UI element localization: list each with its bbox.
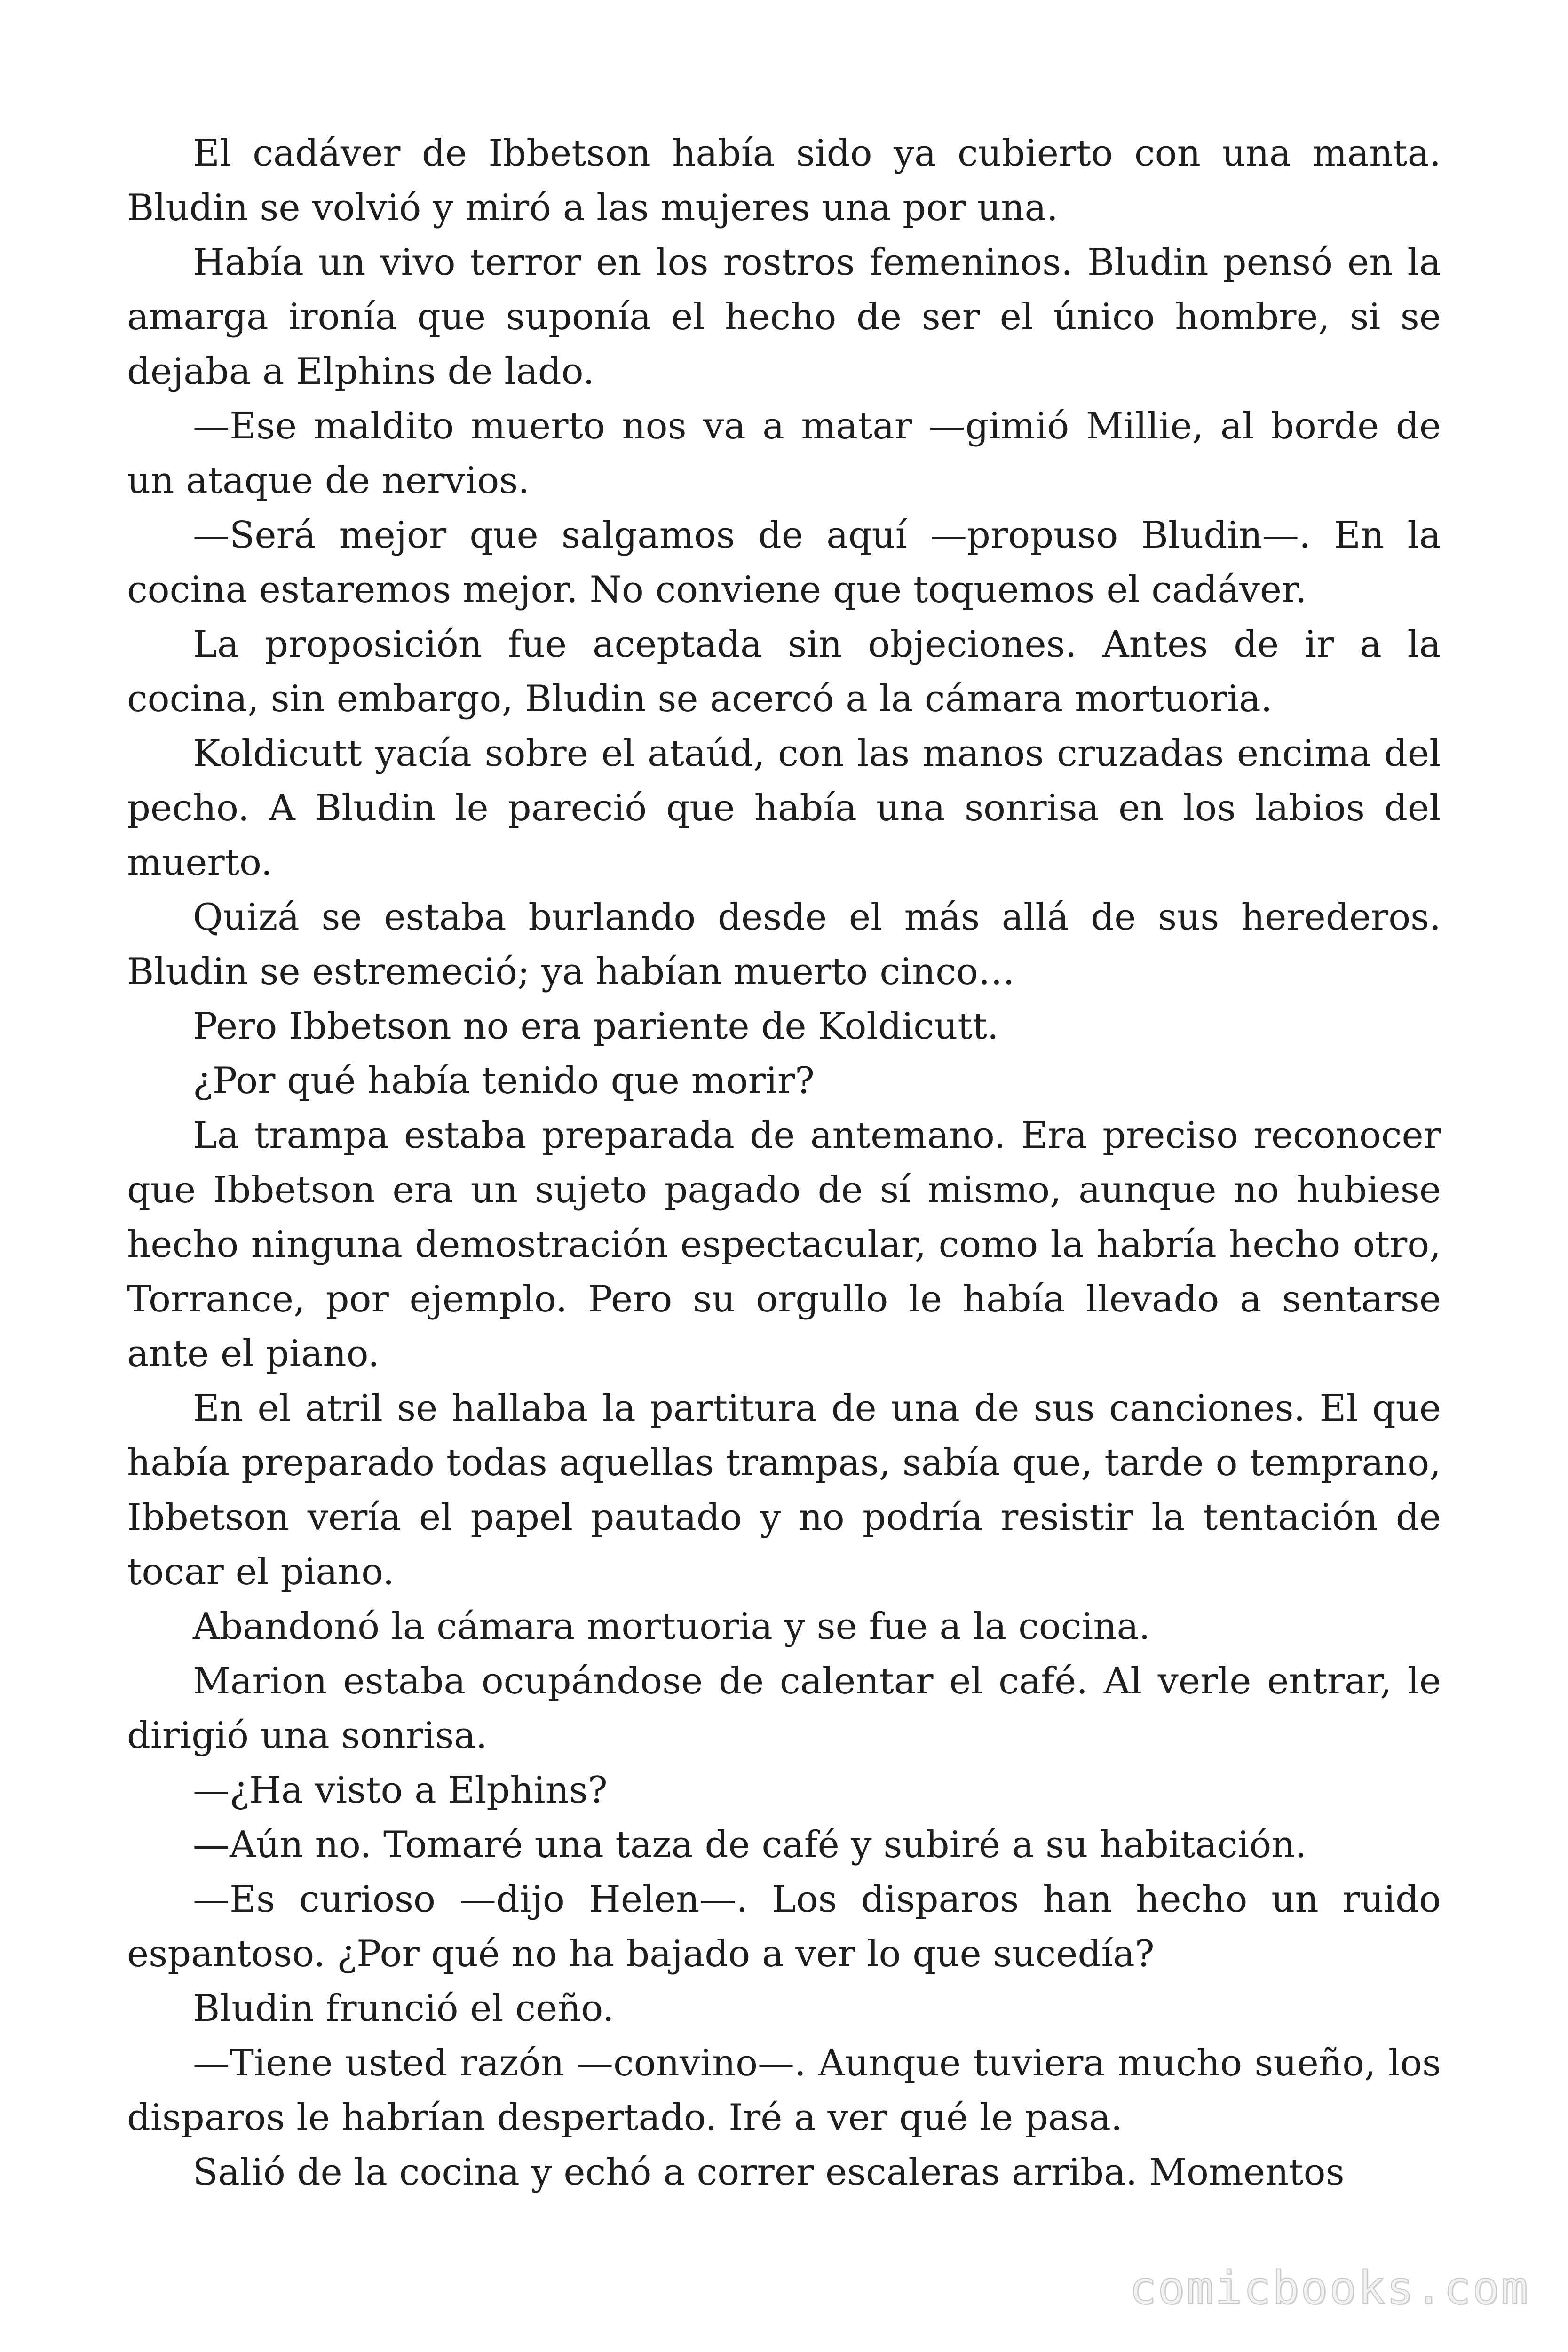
paragraph: Pero Ibbetson no era pariente de Koldicutt.: [193, 1005, 999, 1048]
paragraph: Había un vivo terror en los rostros femeninos. Bludin pensó en la amarga ironía que suponía el hecho de ser el único hombre, si se dejaba a Elphins de lado.: [127, 241, 1441, 393]
paragraph: Bludin frunció el ceño.: [193, 1987, 614, 2030]
paragraph: La trampa estaba preparada de antemano. Era preciso reconocer que Ibbetson era un sujeto pagado de sí mismo, aunque no hubiese hecho ninguna demostración espectacular, como la habría hecho otro, Torrance, por ejemplo. Pero su orgullo le había llevado a sentarse ante el piano.: [127, 1114, 1441, 1375]
paragraph: —Ese maldito muerto nos va a matar —gimió Millie, al borde de un ataque de nervios.: [127, 405, 1441, 502]
paragraph: Salió de la cocina y echó a correr escaleras arriba. Momentos: [193, 2151, 1345, 2193]
paragraph: —¿Ha visto a Elphins?: [193, 1769, 608, 1812]
paragraph: Marion estaba ocupándose de calentar el café. Al verle entrar, le dirigió una sonrisa.: [127, 1660, 1441, 1757]
paragraph: Koldicutt yacía sobre el ataúd, con las manos cruzadas encima del pecho. A Bludin le pareció que había una sonrisa en los labios del muerto.: [127, 732, 1441, 884]
paragraph: La proposición fue aceptada sin objeciones. Antes de ir a la cocina, sin embargo, Bludin se acercó a la cámara mortuoria.: [127, 623, 1441, 720]
paragraph: En el atril se hallaba la partitura de una de sus canciones. El que había preparado todas aquellas trampas, sabía que, tarde o temprano, Ibbetson vería el papel pautado y no podría resistir la tentación de tocar el piano.: [127, 1387, 1441, 1593]
paragraph: El cadáver de Ibbetson había sido ya cubierto con una manta. Bludin se volvió y miró a las mujeres una por una.: [127, 132, 1441, 229]
paragraph: —Será mejor que salgamos de aquí —propuso Bludin—. En la cocina estaremos mejor. No conviene que toquemos el cadáver.: [127, 514, 1441, 611]
paragraph: ¿Por qué había tenido que morir?: [193, 1060, 815, 1102]
paragraph: Quizá se estaba burlando desde el más allá de sus herederos. Bludin se estremeció; ya habían muerto cinco…: [127, 896, 1441, 993]
watermark: comicbooks.com: [1129, 2262, 1529, 2314]
book-page-text: [127, 126, 1441, 2200]
paragraph: —Aún no. Tomaré una taza de café y subiré a su habitación.: [193, 1824, 1307, 1866]
paragraph: —Tiene usted razón —convino—. Aunque tuviera mucho sueño, los disparos le habrían despertado. Iré a ver qué le pasa.: [127, 2042, 1441, 2139]
paragraph: Abandonó la cámara mortuoria y se fue a la cocina.: [193, 1605, 1150, 1648]
paragraph: —Es curioso —dijo Helen—. Los disparos han hecho un ruido espantoso. ¿Por qué no ha bajado a ver lo que sucedía?: [127, 1878, 1441, 1975]
